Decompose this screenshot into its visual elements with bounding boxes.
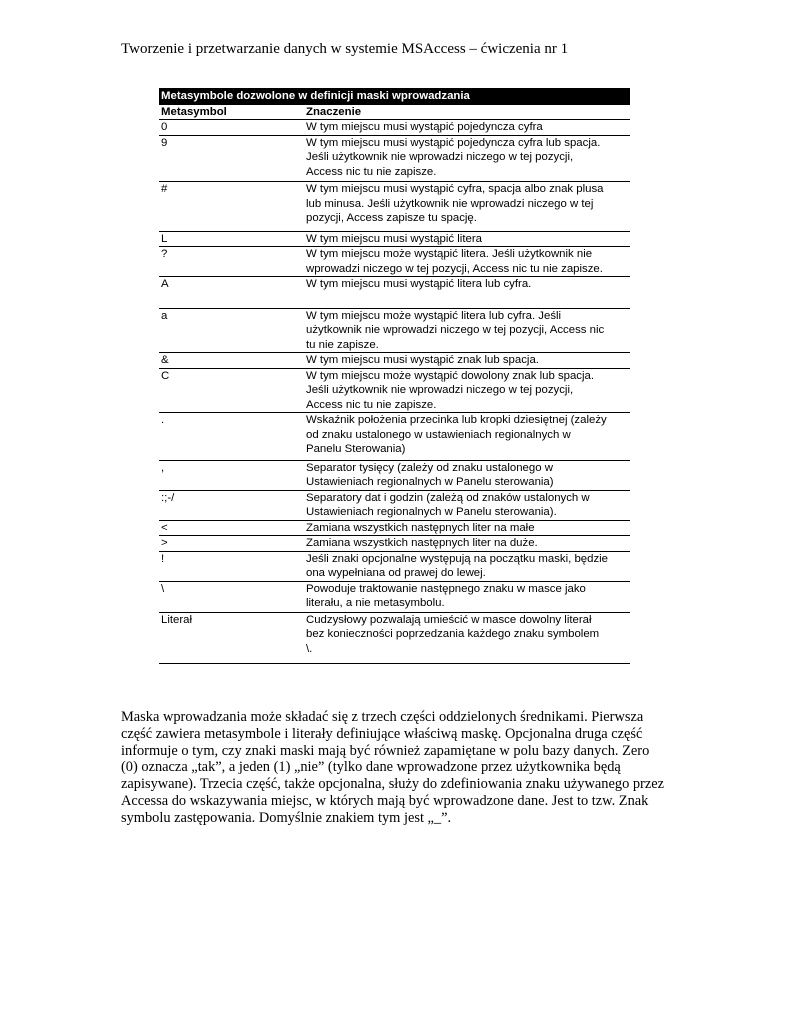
metasymbol-table (159, 88, 630, 664)
metasymbol-cell: & (159, 353, 304, 369)
metasymbol-cell: C (159, 368, 304, 413)
body-paragraph (121, 709, 676, 827)
meaning-cell: W tym miejscu musi wystąpić cyfra, spacja albo znak plusa lub minusa. Jeśli użytkownik nie wprowadzi niczego w tej pozycji, Access zapisze tu spację. (304, 182, 630, 232)
meaning-cell: Cudzysłowy pozwalają umieścić w masce dowolny literał bez konieczności poprzedzania każdego znaku symbolem \. (304, 612, 630, 664)
table-row (159, 536, 630, 552)
column-header-meaning: Znaczenie (304, 104, 630, 120)
meaning-cell: W tym miejscu może wystąpić dowolony znak lub spacja. Jeśli użytkownik nie wprowadzi niczego w tej pozycji, Access nic tu nie zapisze. (304, 368, 630, 413)
meaning-cell: W tym miejscu musi wystąpić znak lub spacja. (304, 353, 630, 369)
metasymbol-cell: A (159, 277, 304, 309)
table-row (159, 368, 630, 413)
metasymbol-cell: . (159, 413, 304, 461)
table-row (159, 413, 630, 461)
body-paragraph-text: Maska wprowadzania może składać się z trzech części oddzielonych średnikami. Pierwsza część zawiera metasymbole i literały definiujące właściwą maskę. Opcjonalna druga część informuje o tym, czy znaki maski mają być również zapamiętane w polu bazy danych. Zero (0) oznacza „tak”, a jeden (1) „nie” (tylko dane wprowadzone przez użytkownika będą zapisywane). Trzecia część, także opcjonalna, służy do zdefiniowania znaku używanego przez Accessa do wskazywania miejsc, w których mają być wprowadzone dane. Jest to tzw. Znak symbolu zastępowania. Domyślnie znakiem tym jest „_”. (121, 709, 665, 826)
table-row (159, 490, 630, 520)
metasymbol-cell: ? (159, 247, 304, 277)
table-header-row (159, 104, 630, 120)
meaning-cell: W tym miejscu może wystąpić litera lub cyfra. Jeśli użytkownik nie wprowadzi niczego w tej pozycji, Access nic tu nie zapisze. (304, 308, 630, 353)
metasymbol-cell: a (159, 308, 304, 353)
meaning-cell: Separator tysięcy (zależy od znaku ustalonego w Ustawieniach regionalnych w Panelu sterowania) (304, 460, 630, 490)
table-row (159, 520, 630, 536)
table-row (159, 308, 630, 353)
table-row (159, 135, 630, 182)
meaning-cell: W tym miejscu musi wystąpić litera lub cyfra. (304, 277, 630, 309)
meaning-cell: Zamiana wszystkich następnych liter na duże. (304, 536, 630, 552)
table-row (159, 612, 630, 664)
metasymbol-cell: 0 (159, 120, 304, 136)
table-title: Metasymbole dozwolone w definicji maski wprowadzania (159, 88, 630, 104)
meaning-cell: W tym miejscu musi wystąpić litera (304, 231, 630, 247)
table-row (159, 182, 630, 232)
metasymbol-cell: :;-/ (159, 490, 304, 520)
table-row (159, 353, 630, 369)
meaning-cell: Separatory dat i godzin (zależą od znaków ustalonych w Ustawieniach regionalnych w Panelu sterowania). (304, 490, 630, 520)
page-header: Tworzenie i przetwarzanie danych w systemie MSAccess – ćwiczenia nr 1 (121, 41, 569, 57)
meaning-cell: Zamiana wszystkich następnych liter na małe (304, 520, 630, 536)
meaning-cell: Powoduje traktowanie następnego znaku w masce jako literału, a nie metasymbolu. (304, 581, 630, 612)
meaning-cell: Jeśli znaki opcjonalne występują na początku maski, będzie ona wypełniana od prawej do lewej. (304, 551, 630, 581)
metasymbol-cell: # (159, 182, 304, 232)
metasymbol-cell: < (159, 520, 304, 536)
meaning-cell: W tym miejscu może wystąpić litera. Jeśli użytkownik nie wprowadzi niczego w tej pozycji, Access nic tu nie zapisze. (304, 247, 630, 277)
column-header-symbol: Metasymbol (159, 104, 304, 120)
metasymbol-cell: 9 (159, 135, 304, 182)
metasymbol-cell: ! (159, 551, 304, 581)
table-row (159, 460, 630, 490)
table-title-row (159, 88, 630, 104)
meaning-cell: Wskaźnik położenia przecinka lub kropki dziesiętnej (zależy od znaku ustalonego w ustawieniach regionalnych w Panelu Sterowania) (304, 413, 630, 461)
table-body (159, 120, 630, 664)
table-row (159, 247, 630, 277)
metasymbol-cell: Literał (159, 612, 304, 664)
meaning-cell: W tym miejscu musi wystąpić pojedyncza cyfra lub spacja. Jeśli użytkownik nie wprowadzi niczego w tej pozycji, Access nic tu nie zapisze. (304, 135, 630, 182)
meaning-cell: W tym miejscu musi wystąpić pojedyncza cyfra (304, 120, 630, 136)
metasymbol-cell: > (159, 536, 304, 552)
metasymbol-cell: L (159, 231, 304, 247)
metasymbol-cell: \ (159, 581, 304, 612)
table-row (159, 231, 630, 247)
table-row (159, 551, 630, 581)
metasymbol-cell: , (159, 460, 304, 490)
table-row (159, 120, 630, 136)
table-row (159, 581, 630, 612)
table-row (159, 277, 630, 309)
